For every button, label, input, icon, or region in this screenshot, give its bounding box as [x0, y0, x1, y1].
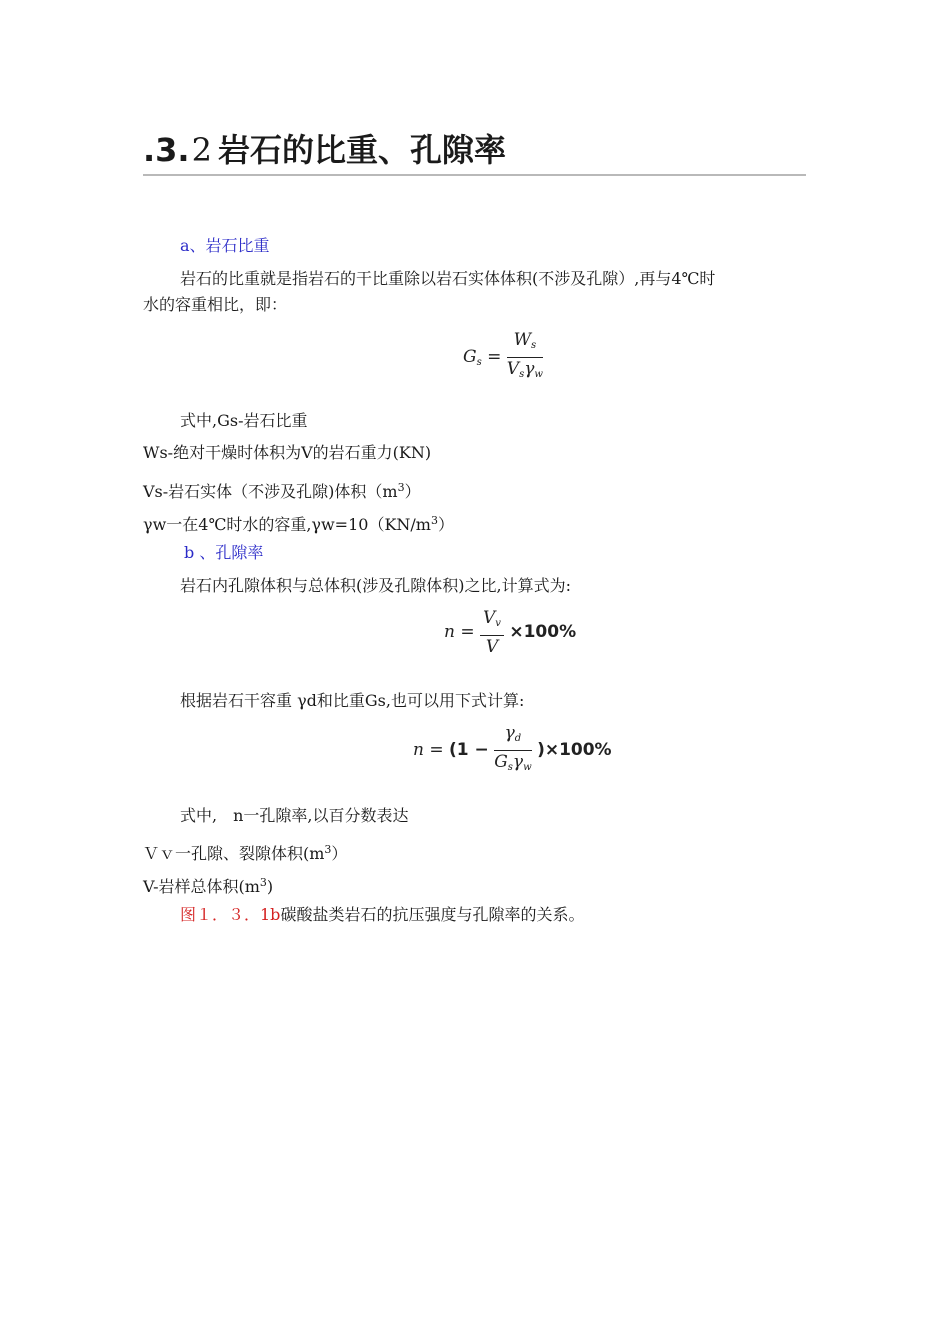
definition-vs: Vs-岩石实体（不涉及孔隙)体积$(m^3)$ — [143, 481, 421, 501]
formula-lhs: G — [463, 347, 477, 367]
section-heading — [143, 128, 506, 172]
section-a-where: 式中,Gs-岩石比重 — [180, 411, 308, 430]
section-b-paragraph: 岩石内孔隙体积与总体积(涉及孔隙体积)之比,计算式为: — [180, 576, 571, 595]
definition-vv: Ｖｖ一孔隙、裂隙体积$(m^3)$ — [143, 843, 348, 863]
section-a-paragraph-line2: 水的容重相比，即： — [143, 295, 288, 314]
formula-fraction: $\frac{W_s}{V_s\gamma_w}$ — [506, 330, 543, 380]
heading-subnumber: 2 — [191, 131, 212, 169]
section-b-where: 式中, n一孔隙率,以百分数表达 — [180, 806, 409, 825]
section-b-paragraph2: 根据岩石干容重 γd和比重Gs,也可以用下式计算: — [180, 691, 525, 710]
section-b-label[interactable]: b 、孔隙率 — [184, 543, 264, 562]
heading-number: .3. — [143, 131, 190, 169]
definition-v: V-岩样总体积$(m^3)$ — [143, 876, 274, 896]
figure-caption: 图１．３．1b碳酸盐类岩石的抗压强度与孔隙率的关系。 — [180, 905, 585, 924]
porosity-formula-alt: n = (1 − $\frac{\gamma_d}{G_s\gamma_w}$ )×100% — [413, 723, 612, 773]
heading-divider — [143, 174, 806, 176]
heading-title: 岩石的比重、孔隙率 — [217, 131, 506, 169]
specific-gravity-formula: $G_s$ = $\frac{W_s}{V_s\gamma_w}$ — [463, 329, 543, 386]
figure-ref-link[interactable]: 图１．３．1b — [180, 905, 281, 924]
porosity-formula: n = $\frac{V_v}{V}$ ×100% — [444, 608, 577, 657]
definition-gamma-w: γw一在4℃时水的容重$,\gamma w=10(KN/m^3)$ — [143, 514, 454, 534]
definition-ws: Ws-绝对干燥时体积为V的岩石重力(KN) — [143, 443, 432, 462]
section-a-label[interactable]: a、岩石比重 — [180, 236, 270, 255]
section-a-paragraph-line1: 岩石的比重就是指岩石的干比重除以岩石实体体积(不涉及孔隙）,再与4℃时 — [180, 269, 716, 288]
